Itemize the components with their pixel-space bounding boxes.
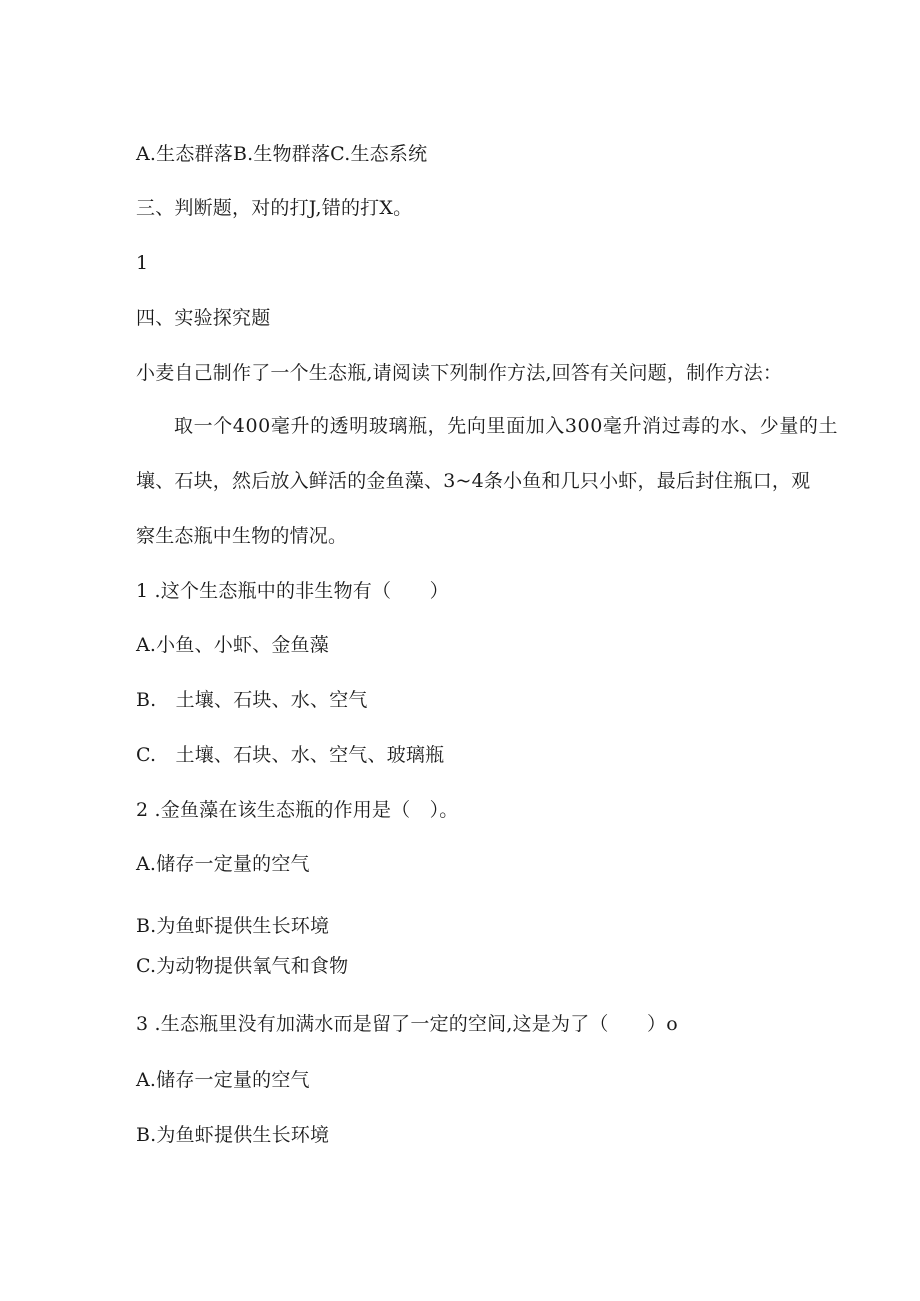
question-2-option-c: C.为动物提供氧气和食物 xyxy=(136,955,349,977)
question-1: 1 .这个生态瓶中的非生物有（ ） xyxy=(136,580,449,602)
question-1-option-b: B. 土壤、石块、水、空气 xyxy=(136,689,368,711)
section-heading-judgment: 三、判断题，对的打J,错的打X。 xyxy=(136,197,413,219)
question-3-option-b: B.为鱼虾提供生长环境 xyxy=(136,1124,330,1146)
judgment-item-number: 1 xyxy=(136,252,149,274)
question-3: 3 .生态瓶里没有加满水而是留了一定的空间,这是为了（ ）o xyxy=(136,1013,678,1035)
method-paragraph-line-1: 取一个400毫升的透明玻璃瓶，先向里面加入300毫升消过毒的水、少量的土 xyxy=(174,415,839,437)
method-paragraph-line-2: 壤、石块，然后放入鲜活的金鱼藻、3~4条小鱼和几只小虾，最后封住瓶口，观 xyxy=(136,470,811,492)
experiment-intro: 小麦自己制作了一个生态瓶,请阅读下列制作方法,回答有关问题，制作方法： xyxy=(136,362,783,384)
question-3-option-a: A.储存一定量的空气 xyxy=(136,1069,310,1091)
question-1-option-c: C. 土壤、石块、水、空气、玻璃瓶 xyxy=(136,744,445,766)
section-heading-experiment: 四、实验探究题 xyxy=(136,307,271,329)
answer-options-line: A.生态群落B.生物群落C.生态系统 xyxy=(136,143,428,165)
question-1-option-a: A.小鱼、小虾、金鱼藻 xyxy=(136,634,329,656)
method-paragraph-line-3: 察生态瓶中生物的情况。 xyxy=(136,525,348,547)
question-2-option-a: A.储存一定量的空气 xyxy=(136,853,310,875)
question-2: 2 .金鱼藻在该生态瓶的作用是（ ）。 xyxy=(136,799,459,821)
question-2-option-b: B.为鱼虾提供生长环境 xyxy=(136,915,330,937)
